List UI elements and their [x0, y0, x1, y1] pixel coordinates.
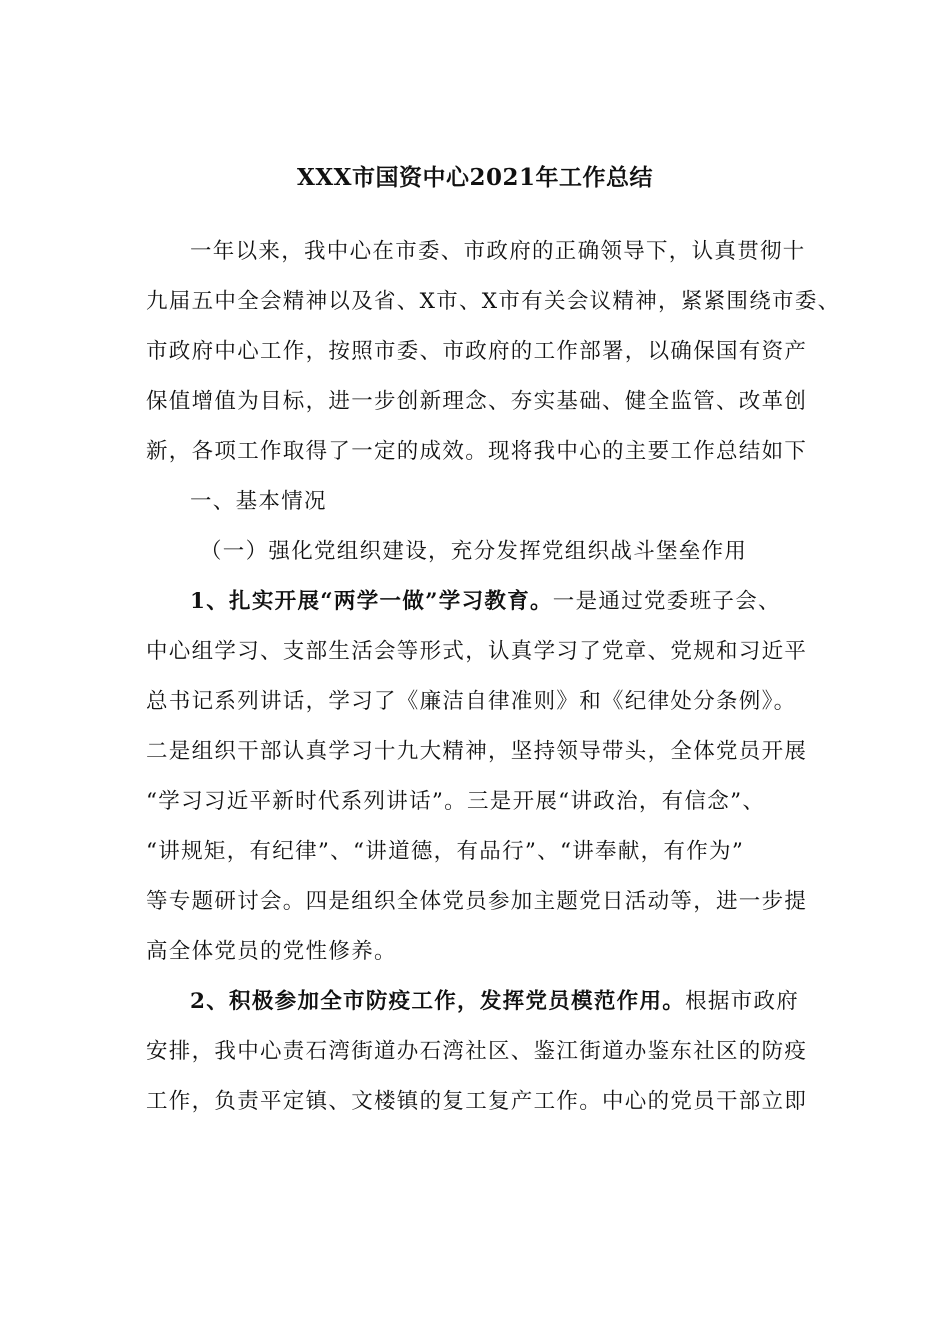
paragraph-line: 一年以来，我中心在市委、市政府的正确领导下，认真贯彻十 — [190, 239, 806, 264]
document-title: XXX市国资中心2021年工作总结 — [296, 164, 654, 191]
paragraph-line: 工作，负责平定镇、文楼镇的复工复产工作。中心的党员干部立即 — [146, 1089, 808, 1114]
paragraph-line: 安排，我中心责石湾街道办石湾社区、鉴江街道办鉴东社区的防疫 — [146, 1039, 808, 1064]
item-1-first-line — [190, 584, 870, 620]
subsection-heading: （一）强化党组织建设，充分发挥党组织战斗堡垒作用 — [200, 539, 748, 564]
paragraph-line: 高全体党员的党性修养。 — [146, 939, 397, 964]
paragraph-line: 新，各项工作取得了一定的成效。现将我中心的主要工作总结如下 — [146, 439, 808, 464]
item-2-text: 根据市政府 — [685, 989, 800, 1014]
item-1-heading: 1、扎实开展“两学一做”学习教育。 — [190, 589, 553, 614]
item-1-text: 一是通过党委班子会、 — [552, 589, 781, 614]
item-2-first-line — [190, 984, 870, 1020]
paragraph-line: 保值增值为目标，进一步创新理念、夯实基础、健全监管、改革创 — [146, 389, 808, 414]
paragraph-line: “讲规矩，有纪律”、“讲道德，有品行”、“讲奉献，有作为” — [146, 839, 745, 864]
paragraph-line: 总书记系列讲话，学习了《廉洁自律准则》和《纪律处分条例》。 — [146, 689, 797, 714]
paragraph-line: 等专题研讨会。四是组织全体党员参加主题党日活动等，进一步提 — [146, 889, 808, 914]
item-2-heading: 2、积极参加全市防疫工作，发挥党员模范作用。 — [190, 989, 686, 1014]
paragraph-line: 二是组织干部认真学习十九大精神，坚持领导带头，全体党员开展 — [146, 739, 808, 764]
paragraph-line: 九届五中全会精神以及省、X市、X市有关会议精神，紧紧围绕市委、 — [146, 289, 841, 314]
section-heading: 一、基本情况 — [190, 489, 327, 514]
paragraph-line: 中心组学习、支部生活会等形式，认真学习了党章、党规和习近平 — [146, 639, 808, 664]
paragraph-line: 市政府中心工作，按照市委、市政府的工作部署，以确保国有资产 — [146, 339, 808, 364]
paragraph-line: “学习习近平新时代系列讲话”。三是开展“讲政治，有信念”、 — [146, 789, 766, 814]
